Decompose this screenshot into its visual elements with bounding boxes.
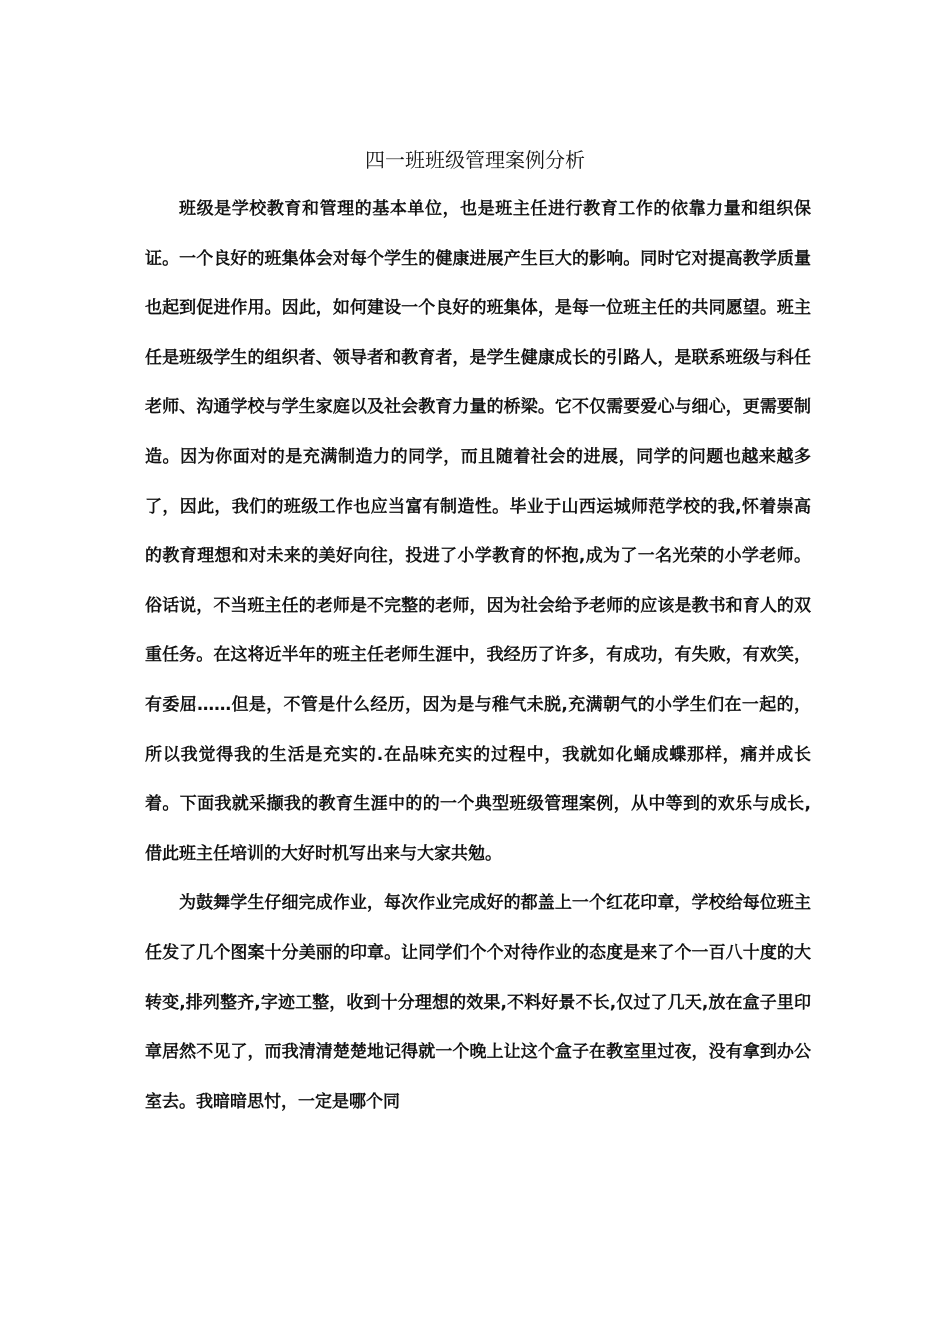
paragraph-2: 为鼓舞学生仔细完成作业，每次作业完成好的都盖上一个红花印章，学校给每位班主任发了几个图案十分美丽的印章。让同学们个个对待作业的态度是来了个一百八十度的大转变,排列整齐,字迹工整，收到十分理想的效果,不料好景不长,仅过了几天,放在盒子里印章居然不见了，而我清清楚楚地记得就一个晚上让这个盒子在教室里过夜，没有拿到办公室去。我暗暗思忖，一定是哪个同 (145, 893, 811, 1112)
document-body (145, 185, 811, 1127)
document-title: 四一班班级管理案例分析 (365, 148, 585, 172)
paragraph-1: 班级是学校教育和管理的基本单位，也是班主任进行教育工作的依靠力量和组织保证。一个良好的班集体会对每个学生的健康进展产生巨大的影响。同时它对提高教学质量也起到促进作用。因此，如何建设一个良好的班集体，是每一位班主任的共同愿望。班主任是班级学生的组织者、领导者和教育者，是学生健康成长的引路人，是联系班级与科任老师、沟通学校与学生家庭以及社会教育力量的桥梁。它不仅需要爱心与细心，更需要制造。因为你面对的是充满制造力的同学，而且随着社会的进展，同学的问题也越来越多了，因此，我们的班级工作也应当富有制造性。毕业于山西运城师范学校的我,怀着崇高的教育理想和对未来的美好向往，投进了小学教育的怀抱,成为了一名光荣的小学老师。俗话说，不当班主任的老师是不完整的老师，因为社会给予老师的应该是教书和育人的双重任务。在这将近半年的班主任老师生涯中，我经历了许多，有成功，有失败，有欢笑，有委屈……但是，不管是什么经历，因为是与稚气未脱,充满朝气的小学生们在一起的，所以我觉得我的生活是充实的.在品味充实的过程中，我就如化蛹成蝶那样，痛并成长着。下面我就采撷我的教育生涯中的的一个典型班级管理案例，从中等到的欢乐与成长,借此班主任培训的大好时机写出来与大家共勉。 (145, 199, 811, 864)
